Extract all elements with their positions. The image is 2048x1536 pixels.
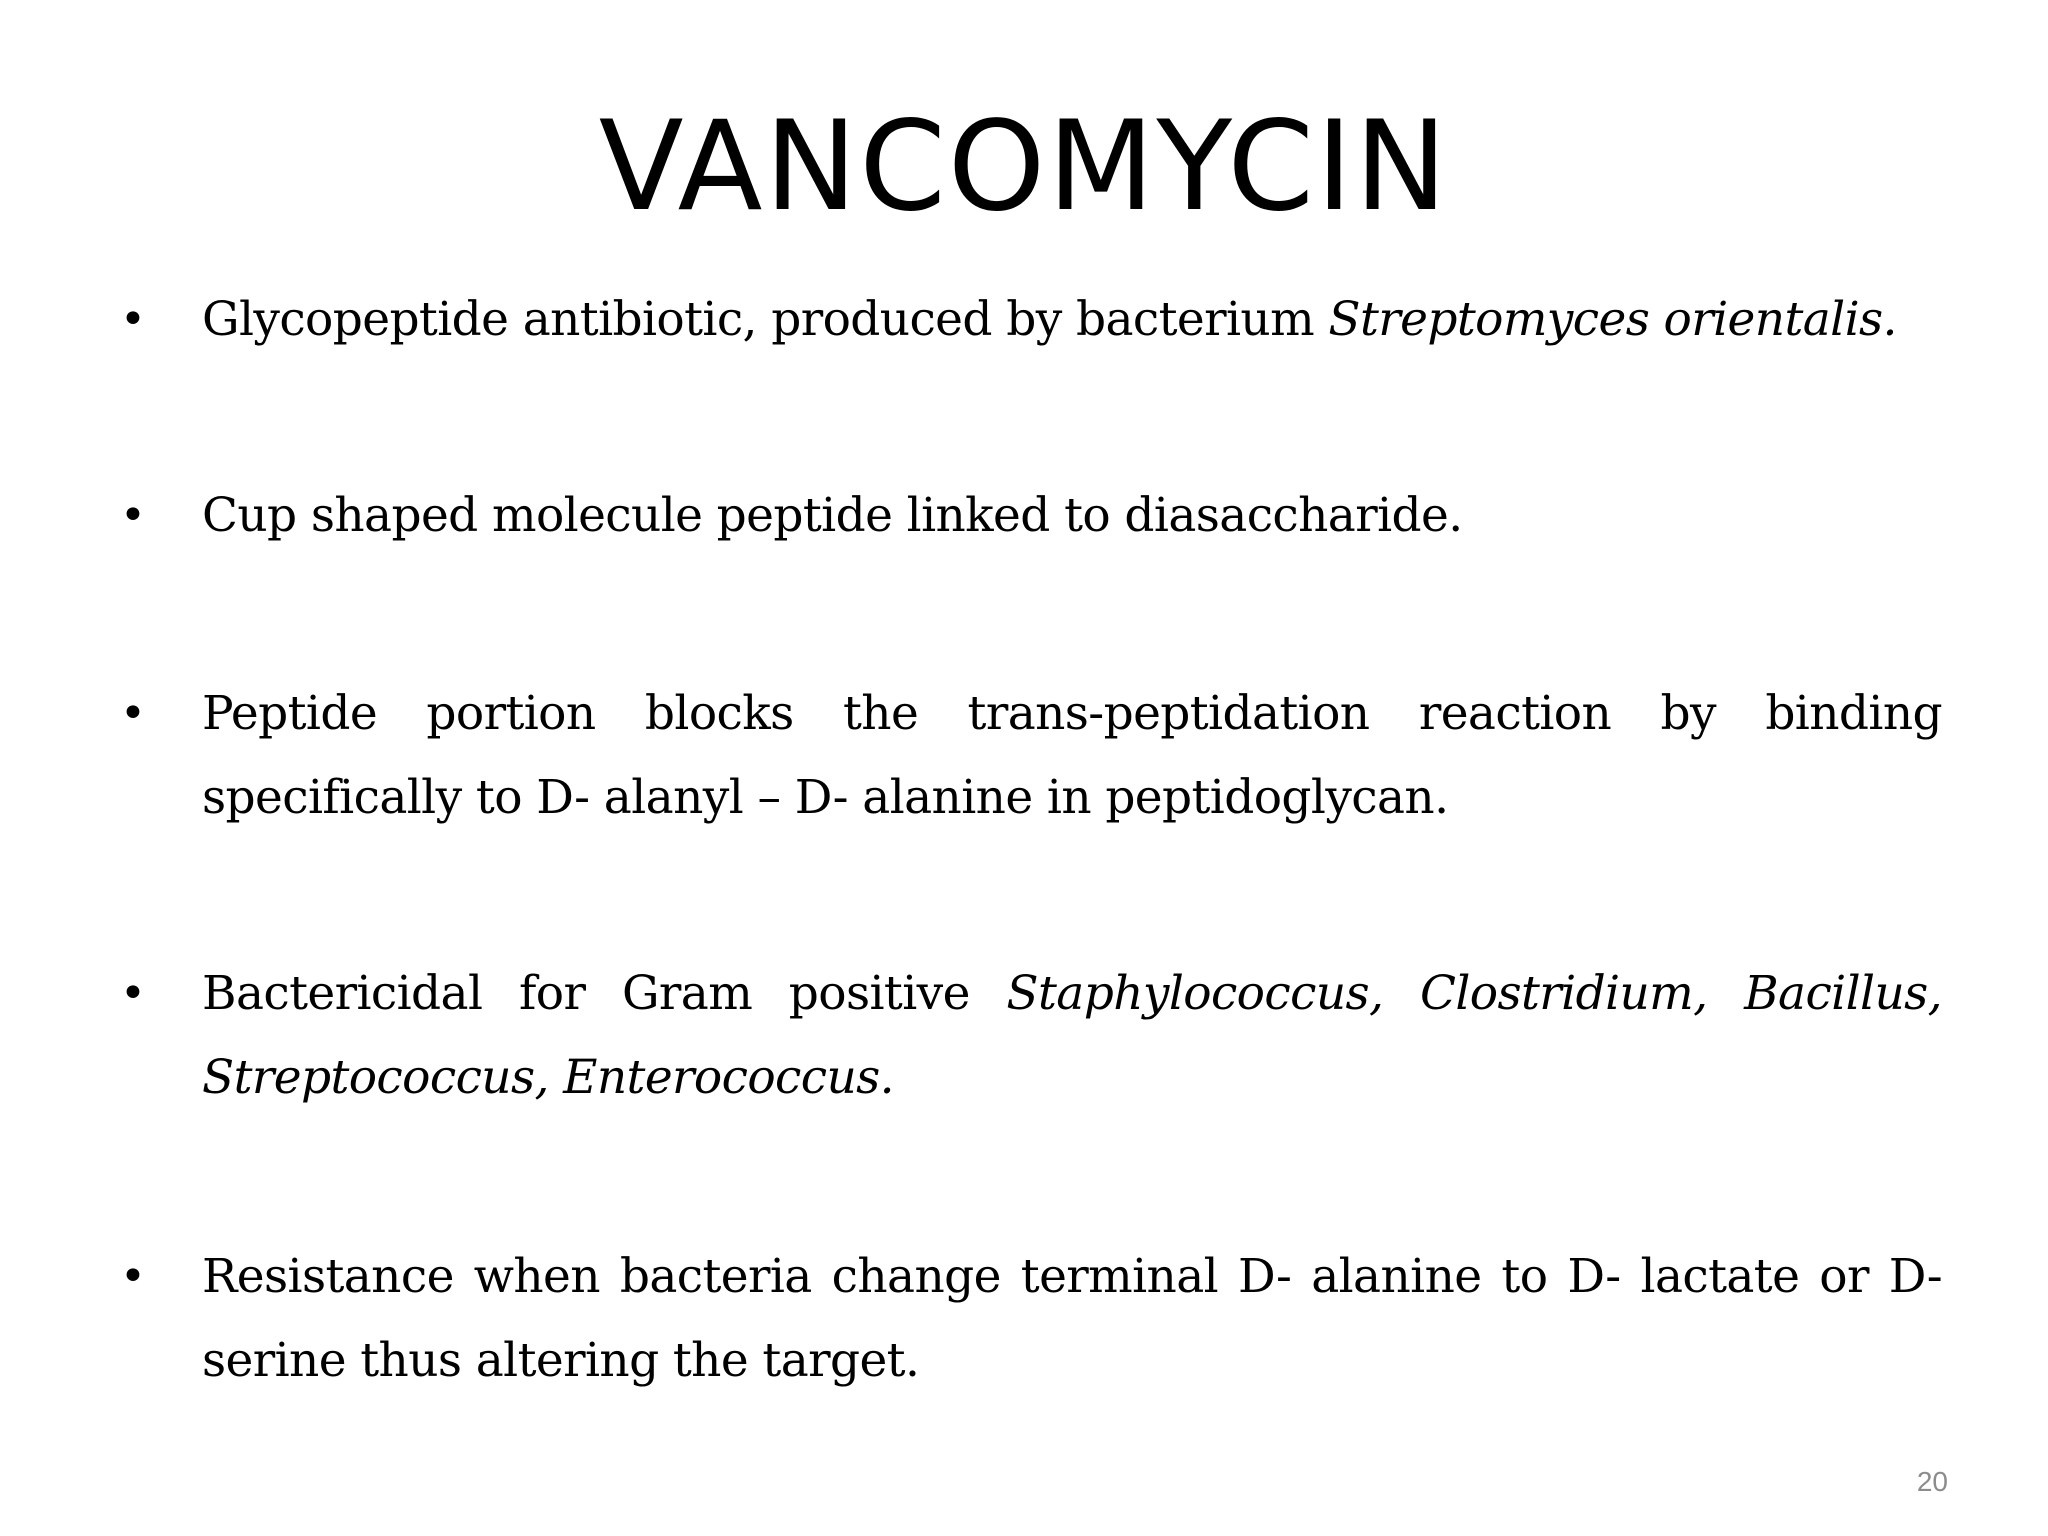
bullet-dot-icon: • <box>120 688 146 739</box>
page-number: 20 <box>1916 1466 1948 1497</box>
slide-title: VANCOMYCIN <box>598 95 1450 239</box>
bullet-dot-icon: • <box>120 968 146 1019</box>
bullet-text <box>202 278 1942 362</box>
bullet-text-italic: Staphylococcus, Clostridium, Bacillus, Streptococcus, Enterococcus. <box>202 966 1942 1105</box>
bullet-text <box>202 1235 1942 1403</box>
bullet-text-part: Peptide portion blocks the trans-peptidation reaction by binding specifically to D- alanyl – D- alanine in peptidoglycan. <box>202 686 1942 825</box>
bullet-text <box>202 672 1942 840</box>
bullet-dot-icon: • <box>120 490 146 541</box>
bullet-text-part: Resistance when bacteria change terminal D- alanine to D- lactate or D-serine thus altering the target. <box>202 1249 1942 1388</box>
bullet-text-part: Bactericidal for Gram positive <box>202 966 1007 1021</box>
bullet-dot-icon: • <box>120 294 146 345</box>
bullet-text <box>202 952 1942 1120</box>
bullet-text-part: Glycopeptide antibiotic, produced by bacterium <box>202 292 1329 347</box>
bullet-text <box>202 474 1942 558</box>
bullet-text-part: Cup shaped molecule peptide linked to diasaccharide. <box>202 488 1463 543</box>
bullet-text-italic: Streptomyces orientalis. <box>1328 292 1897 347</box>
bullet-dot-icon: • <box>120 1251 146 1302</box>
